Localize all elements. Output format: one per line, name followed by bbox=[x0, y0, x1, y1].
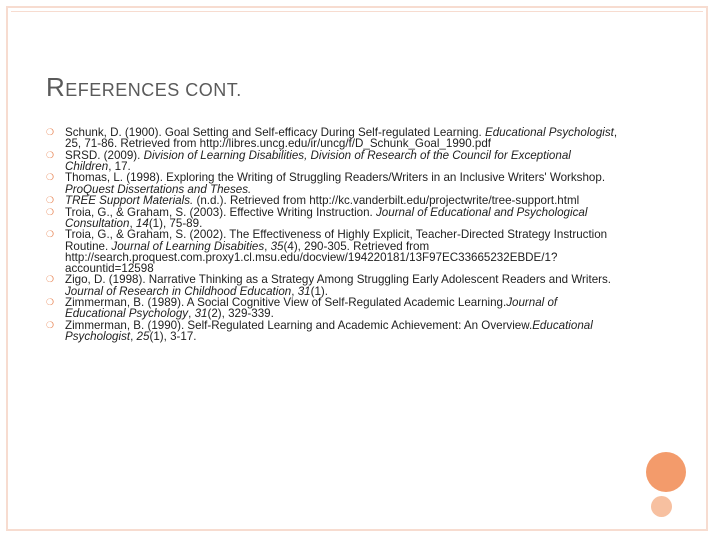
reference-text bbox=[65, 229, 618, 274]
slide-title-initial: R bbox=[46, 72, 66, 102]
reference-italic-segment: 35 bbox=[270, 239, 284, 253]
bullet-icon: ❍ bbox=[46, 274, 55, 285]
bullet-icon: ❍ bbox=[46, 206, 55, 217]
reference-item bbox=[46, 127, 618, 149]
reference-item bbox=[46, 229, 618, 274]
reference-segment: Troia, G., & Graham, S. (2002). The Effectiveness of Highly Explicit, Teacher-Directed Strategy Instruction Routine. bbox=[65, 228, 608, 253]
bullet-icon: ❍ bbox=[46, 127, 55, 137]
reference-segment: Zimmerman, B. (1989). A Social Cognitive View of Self-Regulated Academic Learning. bbox=[65, 296, 507, 310]
reference-item bbox=[46, 297, 618, 319]
reference-text bbox=[65, 320, 618, 342]
reference-text bbox=[65, 172, 618, 194]
reference-text bbox=[65, 274, 618, 296]
decorative-circle-large bbox=[646, 452, 686, 492]
reference-segment: (2), 329-339. bbox=[207, 307, 274, 321]
reference-segment: , bbox=[291, 284, 298, 298]
top-rule bbox=[11, 11, 703, 12]
slide-title bbox=[46, 74, 242, 100]
reference-item bbox=[46, 172, 618, 194]
reference-segment: , 17. bbox=[108, 159, 131, 173]
reference-segment: , bbox=[129, 216, 136, 230]
reference-segment: (n.d.). Retrieved from http://kc.vanderbilt.edu/projectwrite/tree-support.html bbox=[193, 194, 580, 208]
decorative-circle-small bbox=[651, 496, 672, 517]
reference-text bbox=[65, 127, 618, 149]
reference-item bbox=[46, 150, 618, 172]
reference-text bbox=[65, 150, 618, 172]
reference-segment: Zimmerman, B. (1990). Self-Regulated Learning and Academic Achievement: An Overview. bbox=[65, 318, 533, 332]
reference-text bbox=[65, 297, 618, 319]
reference-segment: Troia, G., & Graham, S. (2003). Effective Writing Instruction. bbox=[65, 205, 376, 219]
reference-italic-segment: 31 bbox=[194, 307, 208, 321]
reference-segment: , bbox=[188, 307, 195, 321]
bullet-icon: ❍ bbox=[46, 172, 55, 183]
reference-segment: , 25, 71-86. Retrieved from http://libres.uncg.edu/ir/uncg/f/D_Schunk_Goal_1990.pdf bbox=[65, 126, 618, 151]
reference-italic-segment: 31 bbox=[297, 284, 311, 298]
reference-segment: Thomas, L. (1998). Exploring the Writing of Struggling Readers/Writers in an Inclusive Writers' Workshop. bbox=[65, 171, 606, 185]
reference-italic-segment: Journal of Learning Disabities bbox=[111, 239, 265, 253]
reference-segment: SRSD. (2009). bbox=[65, 148, 144, 162]
reference-segment: (1). bbox=[310, 284, 328, 298]
reference-list bbox=[46, 127, 618, 343]
bullet-icon: ❍ bbox=[46, 297, 55, 308]
reference-italic-segment: Educational Psychologist bbox=[65, 318, 593, 344]
reference-segment: Zigo, D. (1998). Narrative Thinking as a Strategy Among Struggling Early Adolescent Readers and Writers. bbox=[65, 273, 612, 287]
reference-item bbox=[46, 207, 618, 229]
reference-italic-segment: Journal of Educational and Psychological Consultation bbox=[65, 205, 588, 230]
reference-segment: (1), 75-89. bbox=[148, 216, 203, 230]
reference-italic-segment: 14 bbox=[135, 216, 149, 230]
reference-segment: (4), 290-305. Retrieved from http://search.proquest.com.proxy1.cl.msu.edu/docview/194220181/13F97EC33665232EBDE/1?accountid=12598 bbox=[65, 239, 558, 275]
reference-segment: , bbox=[130, 330, 137, 344]
reference-italic-segment: Educational Psychologist bbox=[484, 126, 614, 139]
reference-segment: (1), 3-17. bbox=[149, 330, 197, 344]
reference-italic-segment: Division of Learning Disabilities, Division of Research of the Council for Exceptional Children bbox=[65, 148, 571, 173]
reference-item bbox=[46, 274, 618, 296]
reference-item bbox=[46, 320, 618, 342]
reference-segment: , bbox=[264, 239, 271, 253]
reference-italic-segment: 25 bbox=[136, 330, 150, 344]
reference-segment: Schunk, D. (1900). Goal Setting and Self-efficacy During Self-regulated Learning. bbox=[65, 126, 485, 139]
reference-italic-segment: Journal of Educational Psychology bbox=[65, 296, 558, 321]
reference-italic-segment: Journal of Research in Childhood Education bbox=[65, 284, 292, 298]
bullet-icon: ❍ bbox=[46, 149, 55, 160]
reference-italic-segment: TREE Support Materials. bbox=[65, 194, 194, 208]
reference-text bbox=[65, 207, 618, 229]
slide-title-rest: EFERENCES CONT. bbox=[65, 80, 242, 100]
bullet-icon: ❍ bbox=[46, 319, 55, 330]
bullet-icon: ❍ bbox=[46, 229, 55, 240]
reference-italic-segment: ProQuest Dissertations and Theses. bbox=[65, 182, 252, 196]
bullet-icon: ❍ bbox=[46, 195, 55, 206]
